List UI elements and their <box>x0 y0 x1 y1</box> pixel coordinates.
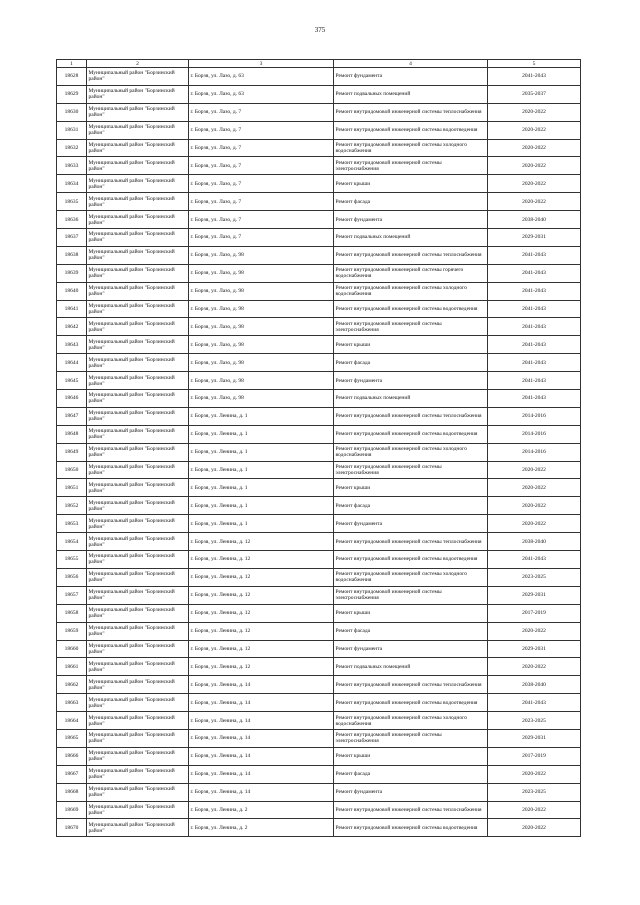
municipality-cell: Муниципальный район "Борзинский район" <box>87 390 189 408</box>
period-cell: 2029-2031 <box>488 640 581 658</box>
address-cell: г. Борзя, ул. Лазо, д. 98 <box>189 390 334 408</box>
period-cell: 2038-2040 <box>488 676 581 694</box>
work-type-cell: Ремонт внутридомовой инженерной системы теплоснабжения <box>334 533 488 551</box>
address-cell: г. Борзя, ул. Ленина, д. 14 <box>189 694 334 712</box>
period-cell: 2029-2031 <box>488 229 581 247</box>
municipality-cell: Муниципальный район "Борзинский район" <box>87 318 189 336</box>
period-cell: 2020-2022 <box>488 193 581 211</box>
row-number: 18648 <box>57 425 87 443</box>
period-cell: 2020-2022 <box>488 479 581 497</box>
period-cell: 2020-2022 <box>488 139 581 157</box>
work-type-cell: Ремонт внутридомовой инженерной системы водоотведения <box>334 551 488 569</box>
municipality-cell: Муниципальный район "Борзинский район" <box>87 139 189 157</box>
period-cell: 2017-2019 <box>488 604 581 622</box>
table-row <box>57 390 581 408</box>
municipality-cell: Муниципальный район "Борзинский район" <box>87 801 189 819</box>
address-cell: г. Борзя, ул. Ленина, д. 12 <box>189 586 334 604</box>
municipality-cell: Муниципальный район "Борзинский район" <box>87 765 189 783</box>
work-type-cell: Ремонт фасада <box>334 765 488 783</box>
period-cell: 2041-2043 <box>488 68 581 86</box>
table-row <box>57 407 581 425</box>
period-cell: 2041-2043 <box>488 336 581 354</box>
table-row <box>57 604 581 622</box>
table-row <box>57 282 581 300</box>
row-number: 18662 <box>57 676 87 694</box>
work-type-cell: Ремонт внутридомовой инженерной системы холодного водоснабжения <box>334 443 488 461</box>
row-number: 18667 <box>57 765 87 783</box>
period-cell: 2041-2043 <box>488 318 581 336</box>
period-cell: 2020-2022 <box>488 765 581 783</box>
table-row <box>57 747 581 765</box>
row-number: 18644 <box>57 354 87 372</box>
table-row <box>57 694 581 712</box>
address-cell: г. Борзя, ул. Лазо, д. 98 <box>189 246 334 264</box>
row-number: 18656 <box>57 568 87 586</box>
period-cell: 2014-2016 <box>488 425 581 443</box>
period-cell: 2035-2037 <box>488 85 581 103</box>
municipality-cell: Муниципальный район "Борзинский район" <box>87 694 189 712</box>
work-type-cell: Ремонт внутридомовой инженерной системы водоотведения <box>334 425 488 443</box>
row-number: 18660 <box>57 640 87 658</box>
period-cell: 2038-2040 <box>488 533 581 551</box>
row-number: 18636 <box>57 211 87 229</box>
table-row <box>57 622 581 640</box>
table-row <box>57 497 581 515</box>
table-row <box>57 336 581 354</box>
address-cell: г. Борзя, ул. Лазо, д. 98 <box>189 264 334 282</box>
period-cell: 2020-2022 <box>488 801 581 819</box>
period-cell: 2020-2022 <box>488 497 581 515</box>
table-row <box>57 157 581 175</box>
period-cell: 2020-2022 <box>488 622 581 640</box>
municipality-cell: Муниципальный район "Борзинский район" <box>87 407 189 425</box>
address-cell: г. Борзя, ул. Ленина, д. 12 <box>189 604 334 622</box>
table-row <box>57 515 581 533</box>
municipality-cell: Муниципальный район "Борзинский район" <box>87 211 189 229</box>
table-row <box>57 229 581 247</box>
address-cell: г. Борзя, ул. Ленина, д. 12 <box>189 658 334 676</box>
address-cell: г. Борзя, ул. Лазо, д. 7 <box>189 103 334 121</box>
municipality-cell: Муниципальный район "Борзинский район" <box>87 586 189 604</box>
municipality-cell: Муниципальный район "Борзинский район" <box>87 747 189 765</box>
row-number: 18658 <box>57 604 87 622</box>
table-row <box>57 676 581 694</box>
work-type-cell: Ремонт крыши <box>334 747 488 765</box>
work-type-cell: Ремонт внутридомовой инженерной системы теплоснабжения <box>334 246 488 264</box>
period-cell: 2020-2022 <box>488 121 581 139</box>
table-row <box>57 372 581 390</box>
address-cell: г. Борзя, ул. Ленина, д. 12 <box>189 640 334 658</box>
table-row <box>57 211 581 229</box>
municipality-cell: Муниципальный район "Борзинский район" <box>87 157 189 175</box>
period-cell: 2041-2043 <box>488 551 581 569</box>
municipality-cell: Муниципальный район "Борзинский район" <box>87 246 189 264</box>
municipality-cell: Муниципальный район "Борзинский район" <box>87 479 189 497</box>
period-cell: 2023-2025 <box>488 568 581 586</box>
row-number: 18643 <box>57 336 87 354</box>
municipality-cell: Муниципальный район "Борзинский район" <box>87 264 189 282</box>
address-cell: г. Борзя, ул. Ленина, д. 1 <box>189 497 334 515</box>
address-cell: г. Борзя, ул. Лазо, д. 98 <box>189 336 334 354</box>
period-cell: 2020-2022 <box>488 515 581 533</box>
work-type-cell: Ремонт внутридомовой инженерной системы электроснабжения <box>334 461 488 479</box>
table-row <box>57 586 581 604</box>
address-cell: г. Борзя, ул. Лазо, д. 7 <box>189 211 334 229</box>
row-number: 18649 <box>57 443 87 461</box>
work-type-cell: Ремонт внутридомовой инженерной системы теплоснабжения <box>334 676 488 694</box>
table-row <box>57 425 581 443</box>
row-number: 18638 <box>57 246 87 264</box>
address-cell: г. Борзя, ул. Лазо, д. 98 <box>189 354 334 372</box>
column-header-3: 3 <box>189 60 334 68</box>
period-cell: 2041-2043 <box>488 390 581 408</box>
period-cell: 2020-2022 <box>488 819 581 837</box>
work-type-cell: Ремонт фундамента <box>334 515 488 533</box>
period-cell: 2041-2043 <box>488 354 581 372</box>
municipality-cell: Муниципальный район "Борзинский район" <box>87 193 189 211</box>
table-row <box>57 175 581 193</box>
work-type-cell: Ремонт фасада <box>334 354 488 372</box>
municipality-cell: Муниципальный район "Борзинский район" <box>87 819 189 837</box>
address-cell: г. Борзя, ул. Ленина, д. 14 <box>189 747 334 765</box>
column-header-4: 4 <box>334 60 488 68</box>
period-cell: 2023-2025 <box>488 783 581 801</box>
municipality-cell: Муниципальный район "Борзинский район" <box>87 372 189 390</box>
address-cell: г. Борзя, ул. Лазо, д. 7 <box>189 139 334 157</box>
municipality-cell: Муниципальный район "Борзинский район" <box>87 229 189 247</box>
address-cell: г. Борзя, ул. Ленина, д. 14 <box>189 712 334 730</box>
municipality-cell: Муниципальный район "Борзинский район" <box>87 604 189 622</box>
work-type-cell: Ремонт внутридомовой инженерной системы холодного водоснабжения <box>334 712 488 730</box>
table-row <box>57 729 581 747</box>
municipality-cell: Муниципальный район "Борзинский район" <box>87 551 189 569</box>
municipality-cell: Муниципальный район "Борзинский район" <box>87 712 189 730</box>
table-row <box>57 354 581 372</box>
row-number: 18634 <box>57 175 87 193</box>
row-number: 18655 <box>57 551 87 569</box>
address-cell: г. Борзя, ул. Лазо, д. 7 <box>189 121 334 139</box>
table-row <box>57 68 581 86</box>
work-type-cell: Ремонт внутридомовой инженерной системы теплоснабжения <box>334 801 488 819</box>
work-type-cell: Ремонт внутридомовой инженерной системы водоотведения <box>334 819 488 837</box>
address-cell: г. Борзя, ул. Ленина, д. 1 <box>189 425 334 443</box>
table-row <box>57 246 581 264</box>
work-type-cell: Ремонт фасада <box>334 622 488 640</box>
municipality-cell: Муниципальный район "Борзинский район" <box>87 85 189 103</box>
municipality-cell: Муниципальный район "Борзинский район" <box>87 497 189 515</box>
table-row <box>57 443 581 461</box>
address-cell: г. Борзя, ул. Лазо, д. 7 <box>189 229 334 247</box>
table-row <box>57 801 581 819</box>
table-row <box>57 318 581 336</box>
municipality-cell: Муниципальный район "Борзинский район" <box>87 461 189 479</box>
row-number: 18668 <box>57 783 87 801</box>
table-row <box>57 85 581 103</box>
work-type-cell: Ремонт фундамента <box>334 211 488 229</box>
column-header-2: 2 <box>87 60 189 68</box>
row-number: 18669 <box>57 801 87 819</box>
row-number: 18631 <box>57 121 87 139</box>
row-number: 18630 <box>57 103 87 121</box>
work-type-cell: Ремонт внутридомовой инженерной системы теплоснабжения <box>334 103 488 121</box>
period-cell: 2020-2022 <box>488 157 581 175</box>
column-header-5: 5 <box>488 60 581 68</box>
row-number: 18645 <box>57 372 87 390</box>
municipality-cell: Муниципальный район "Борзинский район" <box>87 676 189 694</box>
work-type-cell: Ремонт внутридомовой инженерной системы электроснабжения <box>334 729 488 747</box>
work-type-cell: Ремонт внутридомовой инженерной системы электроснабжения <box>334 586 488 604</box>
table-row <box>57 461 581 479</box>
table-row <box>57 533 581 551</box>
municipality-cell: Муниципальный район "Борзинский район" <box>87 121 189 139</box>
municipality-cell: Муниципальный район "Борзинский район" <box>87 103 189 121</box>
municipality-cell: Муниципальный район "Борзинский район" <box>87 783 189 801</box>
period-cell: 2014-2016 <box>488 443 581 461</box>
municipality-cell: Муниципальный район "Борзинский район" <box>87 515 189 533</box>
table-row <box>57 551 581 569</box>
work-type-cell: Ремонт внутридомовой инженерной системы холодного водоснабжения <box>334 139 488 157</box>
work-type-cell: Ремонт крыши <box>334 336 488 354</box>
work-type-cell: Ремонт внутридомовой инженерной системы электроснабжения <box>334 318 488 336</box>
work-type-cell: Ремонт фундамента <box>334 372 488 390</box>
address-cell: г. Борзя, ул. Ленина, д. 14 <box>189 765 334 783</box>
municipality-cell: Муниципальный район "Борзинский район" <box>87 729 189 747</box>
work-type-cell: Ремонт внутридомовой инженерной системы холодного водоснабжения <box>334 568 488 586</box>
row-number: 18650 <box>57 461 87 479</box>
municipality-cell: Муниципальный район "Борзинский район" <box>87 533 189 551</box>
work-type-cell: Ремонт подвальных помещений <box>334 390 488 408</box>
row-number: 18640 <box>57 282 87 300</box>
municipality-cell: Муниципальный район "Борзинский район" <box>87 443 189 461</box>
address-cell: г. Борзя, ул. Лазо, д. 98 <box>189 282 334 300</box>
address-cell: г. Борзя, ул. Лазо, д. 63 <box>189 85 334 103</box>
work-type-cell: Ремонт внутридомовой инженерной системы теплоснабжения <box>334 407 488 425</box>
address-cell: г. Борзя, ул. Лазо, д. 98 <box>189 372 334 390</box>
row-number: 18654 <box>57 533 87 551</box>
row-number: 18628 <box>57 68 87 86</box>
municipality-cell: Муниципальный район "Борзинский район" <box>87 640 189 658</box>
table-row <box>57 568 581 586</box>
row-number: 18651 <box>57 479 87 497</box>
table-row <box>57 264 581 282</box>
table-row <box>57 139 581 157</box>
row-number: 18632 <box>57 139 87 157</box>
address-cell: г. Борзя, ул. Лазо, д. 7 <box>189 157 334 175</box>
address-cell: г. Борзя, ул. Лазо, д. 7 <box>189 175 334 193</box>
row-number: 18666 <box>57 747 87 765</box>
table-row <box>57 819 581 837</box>
period-cell: 2041-2043 <box>488 246 581 264</box>
work-type-cell: Ремонт подвальных помещений <box>334 229 488 247</box>
municipality-cell: Муниципальный район "Борзинский район" <box>87 354 189 372</box>
municipality-cell: Муниципальный район "Борзинский район" <box>87 175 189 193</box>
municipality-cell: Муниципальный район "Борзинский район" <box>87 68 189 86</box>
address-cell: г. Борзя, ул. Лазо, д. 98 <box>189 318 334 336</box>
table-row <box>57 121 581 139</box>
address-cell: г. Борзя, ул. Ленина, д. 14 <box>189 783 334 801</box>
row-number: 18639 <box>57 264 87 282</box>
period-cell: 2020-2022 <box>488 103 581 121</box>
table-row <box>57 103 581 121</box>
work-type-cell: Ремонт внутридомовой инженерной системы водоотведения <box>334 694 488 712</box>
row-number: 18670 <box>57 819 87 837</box>
row-number: 18657 <box>57 586 87 604</box>
work-type-cell: Ремонт фасада <box>334 497 488 515</box>
work-type-cell: Ремонт внутридомовой инженерной системы водоотведения <box>334 121 488 139</box>
row-number: 18629 <box>57 85 87 103</box>
period-cell: 2020-2022 <box>488 461 581 479</box>
period-cell: 2029-2031 <box>488 729 581 747</box>
period-cell: 2041-2043 <box>488 372 581 390</box>
period-cell: 2041-2043 <box>488 300 581 318</box>
address-cell: г. Борзя, ул. Ленина, д. 2 <box>189 819 334 837</box>
work-type-cell: Ремонт внутридомовой инженерной системы водоотведения <box>334 300 488 318</box>
row-number: 18633 <box>57 157 87 175</box>
address-cell: г. Борзя, ул. Ленина, д. 1 <box>189 461 334 479</box>
column-header-1: 1 <box>57 60 87 68</box>
address-cell: г. Борзя, ул. Ленина, д. 14 <box>189 676 334 694</box>
page-number: 375 <box>314 26 326 34</box>
work-type-cell: Ремонт подвальных помещений <box>334 85 488 103</box>
table-row <box>57 658 581 676</box>
work-type-cell: Ремонт крыши <box>334 175 488 193</box>
address-cell: г. Борзя, ул. Лазо, д. 98 <box>189 300 334 318</box>
period-cell: 2038-2040 <box>488 211 581 229</box>
work-type-cell: Ремонт крыши <box>334 604 488 622</box>
address-cell: г. Борзя, ул. Ленина, д. 12 <box>189 551 334 569</box>
address-cell: г. Борзя, ул. Лазо, д. 63 <box>189 68 334 86</box>
column-number-row <box>57 60 581 68</box>
period-cell: 2029-2031 <box>488 586 581 604</box>
period-cell: 2041-2043 <box>488 264 581 282</box>
work-type-cell: Ремонт фундамента <box>334 640 488 658</box>
period-cell: 2023-2025 <box>488 712 581 730</box>
municipality-cell: Муниципальный район "Борзинский район" <box>87 282 189 300</box>
row-number: 18663 <box>57 694 87 712</box>
row-number: 18635 <box>57 193 87 211</box>
period-cell: 2020-2022 <box>488 658 581 676</box>
address-cell: г. Борзя, ул. Ленина, д. 1 <box>189 407 334 425</box>
row-number: 18665 <box>57 729 87 747</box>
work-type-cell: Ремонт внутридомовой инженерной системы горячего водоснабжения <box>334 264 488 282</box>
row-number: 18646 <box>57 390 87 408</box>
row-number: 18652 <box>57 497 87 515</box>
table-row <box>57 712 581 730</box>
row-number: 18653 <box>57 515 87 533</box>
period-cell: 2017-2019 <box>488 747 581 765</box>
row-number: 18641 <box>57 300 87 318</box>
table-row <box>57 765 581 783</box>
period-cell: 2041-2043 <box>488 694 581 712</box>
municipality-cell: Муниципальный район "Борзинский район" <box>87 658 189 676</box>
table-row <box>57 300 581 318</box>
work-type-cell: Ремонт внутридомовой инженерной системы электроснабжения <box>334 157 488 175</box>
table-row <box>57 193 581 211</box>
work-type-cell: Ремонт фундамента <box>334 783 488 801</box>
row-number: 18664 <box>57 712 87 730</box>
address-cell: г. Борзя, ул. Ленина, д. 12 <box>189 622 334 640</box>
address-cell: г. Борзя, ул. Ленина, д. 1 <box>189 479 334 497</box>
row-number: 18647 <box>57 407 87 425</box>
address-cell: г. Борзя, ул. Лазо, д. 7 <box>189 193 334 211</box>
work-type-cell: Ремонт фасада <box>334 193 488 211</box>
row-number: 18637 <box>57 229 87 247</box>
address-cell: г. Борзя, ул. Ленина, д. 1 <box>189 443 334 461</box>
work-type-cell: Ремонт внутридомовой инженерной системы холодного водоснабжения <box>334 282 488 300</box>
municipality-cell: Муниципальный район "Борзинский район" <box>87 622 189 640</box>
municipality-cell: Муниципальный район "Борзинский район" <box>87 568 189 586</box>
work-type-cell: Ремонт подвальных помещений <box>334 658 488 676</box>
row-number: 18659 <box>57 622 87 640</box>
table-row <box>57 640 581 658</box>
period-cell: 2041-2043 <box>488 282 581 300</box>
table-row <box>57 783 581 801</box>
work-type-cell: Ремонт фундамента <box>334 68 488 86</box>
row-number: 18661 <box>57 658 87 676</box>
municipality-cell: Муниципальный район "Борзинский район" <box>87 336 189 354</box>
capital-repair-table <box>56 59 581 837</box>
period-cell: 2014-2016 <box>488 407 581 425</box>
period-cell: 2020-2022 <box>488 175 581 193</box>
address-cell: г. Борзя, ул. Ленина, д. 14 <box>189 729 334 747</box>
address-cell: г. Борзя, ул. Ленина, д. 2 <box>189 801 334 819</box>
table-row <box>57 479 581 497</box>
municipality-cell: Муниципальный район "Борзинский район" <box>87 425 189 443</box>
row-number: 18642 <box>57 318 87 336</box>
work-type-cell: Ремонт крыши <box>334 479 488 497</box>
address-cell: г. Борзя, ул. Ленина, д. 12 <box>189 533 334 551</box>
address-cell: г. Борзя, ул. Ленина, д. 12 <box>189 568 334 586</box>
address-cell: г. Борзя, ул. Ленина, д. 1 <box>189 515 334 533</box>
municipality-cell: Муниципальный район "Борзинский район" <box>87 300 189 318</box>
